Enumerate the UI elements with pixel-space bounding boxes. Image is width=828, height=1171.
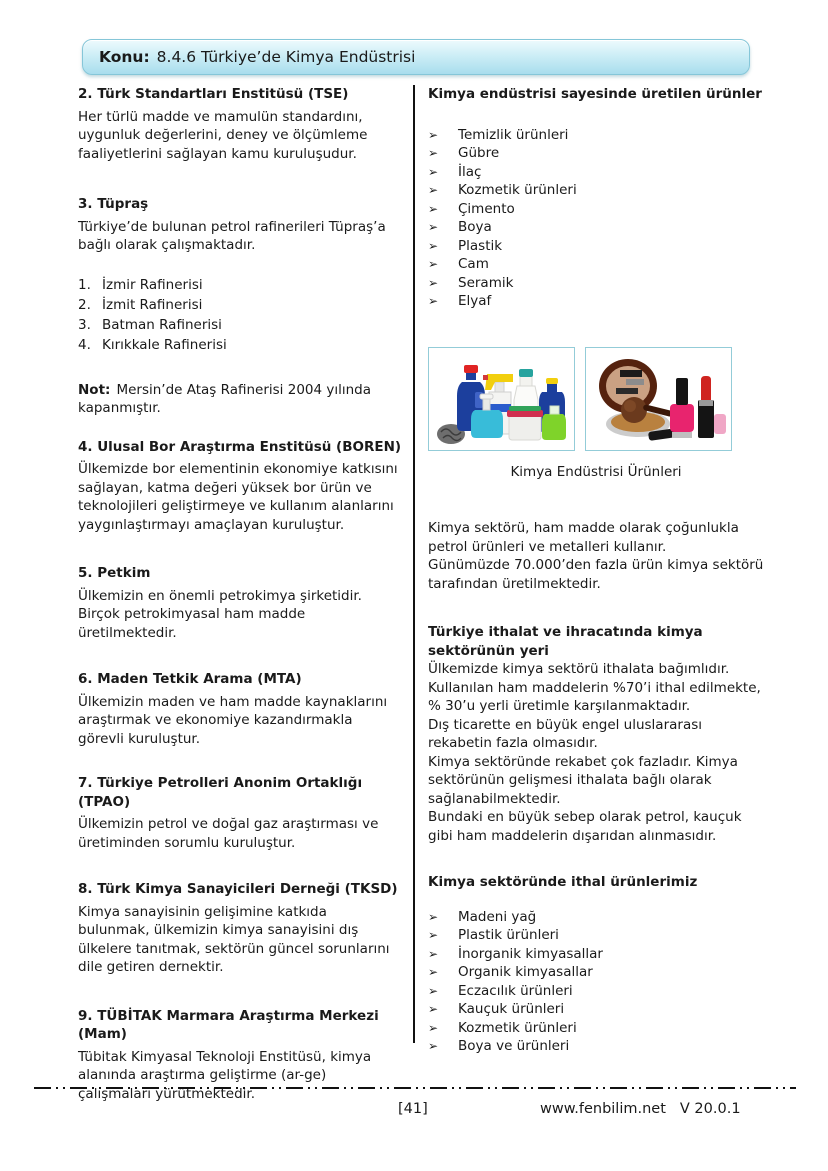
item-text: Kauçuk ürünleri	[458, 1001, 565, 1017]
paragraph: Kimya sektöründe rekabet çok fazladır. Kimya sektörünün gelişmesi ithalata bağlı olarak sağlanabilmektedir.	[428, 753, 738, 807]
item-text: İnorganik kimyasallar	[458, 945, 603, 962]
item-text: İzmit Rafinerisi	[102, 296, 203, 313]
cleaning-products-figure	[428, 347, 575, 451]
paragraph: Kimya sektörü, ham madde olarak çoğunlukla petrol ürünleri ve metalleri kullanır.	[428, 520, 739, 555]
section-boren	[78, 438, 402, 535]
item-text: Boya ve ürünleri	[458, 1038, 570, 1054]
cosmetics-image	[586, 348, 731, 450]
page-number: [41]	[398, 1101, 428, 1117]
arrow-bullet-icon: ➢	[428, 1039, 439, 1053]
section-tse	[78, 85, 402, 163]
list-item	[78, 315, 402, 335]
topic-label: Konu:	[99, 48, 150, 66]
item-text: Seramik	[458, 274, 514, 291]
trade-paragraphs	[428, 660, 764, 845]
topic-banner	[82, 39, 750, 75]
imports-section	[428, 873, 764, 1056]
arrow-bullet-icon: ➢	[428, 127, 439, 142]
note-text: Mersin’de Ataş Rafinerisi 2004 yılında kapanmıştır.	[78, 381, 372, 416]
imports-list	[428, 908, 764, 1056]
item-number: 3.	[78, 316, 91, 333]
paragraph: Dış ticarette en büyük engel uluslararası rekabetin fazla olmasıdır.	[428, 716, 703, 751]
list-item	[78, 335, 402, 355]
list-item	[428, 292, 764, 311]
section-body: Tübitak Kimyasal Teknoloji Enstitüsü, kimya alanında araştırma geliştirme (ar-ge) çalışmaları yürütmektedir.	[78, 1048, 372, 1102]
section-body: Ülkemizin maden ve ham madde kaynaklarını araştırmak ve ekonomiye kazandırmakla görevli kuruluştur.	[78, 693, 388, 747]
item-text: Kozmetik ürünleri	[458, 1019, 577, 1036]
list-item	[428, 945, 764, 964]
imports-heading: Kimya sektöründe ithal ürünlerimiz	[428, 874, 698, 890]
item-text: Boya	[458, 219, 492, 235]
item-text: Eczacılık ürünleri	[458, 982, 573, 999]
section-heading: 8. Türk Kimya Sanayicileri Derneği (TKSD)	[78, 881, 398, 897]
arrow-bullet-icon: ➢	[428, 909, 439, 924]
item-number: 4.	[78, 336, 91, 353]
arrow-bullet-icon: ➢	[428, 238, 439, 253]
item-text: Plastik ürünleri	[458, 927, 559, 943]
cosmetics-figure	[585, 347, 732, 451]
section-body: Kimya sanayisinin gelişimine katkıda bulunmak, ülkemizin kimya sanayisini dış ülkelere tanıtmak, sektörün güncel sorunlarını dile getiren dernektir.	[78, 903, 390, 975]
item-text: Gübre	[458, 145, 500, 161]
paragraph: Bundaki en büyük sebep olarak petrol, kauçuk gibi ham maddelerin dışarıdan alınmasıdır.	[428, 809, 742, 844]
section-body: Türkiye’de bulunan petrol rafinerileri Tüpraş’a bağlı olarak çalışmaktadır.	[78, 218, 386, 253]
arrow-bullet-icon: ➢	[428, 928, 439, 942]
item-text: Madeni yağ	[458, 908, 537, 925]
item-text: Çimento	[458, 200, 515, 217]
list-item	[428, 1019, 764, 1038]
list-item	[428, 237, 764, 256]
item-text: Elyaf	[458, 293, 492, 309]
arrow-bullet-icon: ➢	[428, 183, 439, 197]
section-heading: 5. Petkim	[78, 565, 151, 581]
list-item	[428, 144, 764, 163]
arrow-bullet-icon: ➢	[428, 164, 439, 179]
list-item	[428, 200, 764, 219]
website-text: www.fenbilim.net	[540, 1101, 666, 1117]
item-text: Temizlik ürünleri	[458, 126, 569, 143]
arrow-bullet-icon: ➢	[428, 983, 439, 998]
footer-site-text	[540, 1101, 741, 1117]
section-heading: 2. Türk Standartları Enstitüsü (TSE)	[78, 86, 349, 102]
section-heading: 9. TÜBİTAK Marmara Araştırma Merkezi (Mam)	[78, 1007, 379, 1042]
figure-row	[428, 347, 764, 451]
arrow-bullet-icon: ➢	[428, 965, 439, 979]
list-item	[78, 275, 402, 295]
section-tpao	[78, 774, 402, 852]
intro-paragraphs	[428, 519, 764, 593]
list-item	[428, 126, 764, 145]
list-item	[428, 908, 764, 927]
paragraph: Ülkemizde kimya sektörü ithalata bağımlıdır.	[428, 661, 730, 677]
list-item	[428, 181, 764, 200]
page-title: 8.4.6 Türkiye’de Kimya Endüstrisi	[156, 48, 416, 66]
section-petkim	[78, 564, 402, 642]
section-mta	[78, 670, 402, 748]
list-item	[428, 255, 764, 274]
arrow-bullet-icon: ➢	[428, 201, 439, 216]
arrow-bullet-icon: ➢	[428, 946, 439, 961]
list-item	[428, 1000, 764, 1019]
item-text: Kırıkkale Rafinerisi	[102, 336, 227, 353]
section-body: Ülkemizin petrol ve doğal gaz araştırması ve üretiminden sorumlu kuruluştur.	[78, 816, 379, 851]
arrow-bullet-icon: ➢	[428, 275, 439, 290]
trade-section-heading: Türkiye ithalat ve ihracatında kimya sektörünün yeri	[428, 624, 703, 659]
list-item	[78, 295, 402, 315]
produced-products-heading: Kimya endüstrisi sayesinde üretilen ürünler	[428, 86, 762, 102]
item-text: Batman Rafinerisi	[102, 316, 222, 333]
item-text: Plastik	[458, 237, 503, 254]
list-item	[428, 1037, 764, 1056]
section-heading: 7. Türkiye Petrolleri Anonim Ortaklığı (TPAO)	[78, 775, 363, 810]
list-item	[428, 218, 764, 237]
note-paragraph	[78, 381, 402, 418]
item-number: 2.	[78, 296, 91, 313]
version-text: V 20.0.1	[679, 1101, 741, 1117]
list-item	[428, 163, 764, 182]
arrow-bullet-icon: ➢	[428, 220, 439, 234]
item-text: İlaç	[458, 163, 482, 180]
section-tksd	[78, 880, 402, 977]
section-heading: 6. Maden Tetkik Arama (MTA)	[78, 671, 302, 687]
section-heading: 4. Ulusal Bor Araştırma Enstitüsü (BOREN)	[78, 438, 402, 455]
paragraph: Kullanılan ham maddelerin %70’i ithal edilmekte, % 30’u yerli üretimle karşılanmaktadır.	[428, 679, 761, 714]
arrow-bullet-icon: ➢	[428, 294, 439, 308]
item-text: Organik kimyasallar	[458, 964, 593, 980]
item-text: İzmir Rafinerisi	[102, 276, 203, 293]
item-text: Kozmetik ürünleri	[458, 182, 577, 198]
list-item	[428, 982, 764, 1001]
arrow-bullet-icon: ➢	[428, 257, 439, 271]
list-item	[428, 963, 764, 982]
left-column	[78, 85, 402, 1103]
right-column	[428, 85, 764, 1056]
produced-products-list	[428, 126, 764, 311]
section-body: Her türlü madde ve mamulün standardını, uygunluk değerlerini, deney ve ölçümleme faaliyetlerini sağlayan kamu kuruluşudur.	[78, 108, 368, 162]
paragraph: Günümüzde 70.000’den fazla ürün kimya sektörü tarafından üretilmektedir.	[428, 557, 764, 592]
arrow-bullet-icon: ➢	[428, 1020, 439, 1035]
item-text: Cam	[458, 256, 489, 272]
refinery-list	[78, 275, 402, 355]
section-body: Ülkemizde bor elementinin ekonomiye katkısını sağlayan, katma değeri yüksek bor ürün ve teknolojileri geliştirmeye ve kullanım alanlarını yaygınlaştırmayı amaçlayan kuruluştur.	[78, 461, 398, 533]
footer-divider	[34, 1086, 796, 1090]
item-number: 1.	[78, 276, 91, 293]
column-divider	[413, 85, 415, 1043]
note-label: Not:	[78, 381, 111, 398]
section-body: Ülkemizin en önemli petrokimya şirketidir. Birçok petrokimyasal ham madde üretilmektedir.	[78, 587, 362, 641]
section-heading: 3. Tüpraş	[78, 196, 149, 212]
list-item	[428, 274, 764, 293]
arrow-bullet-icon: ➢	[428, 1002, 439, 1016]
arrow-bullet-icon: ➢	[428, 146, 439, 160]
figure-caption: Kimya Endüstrisi Ürünleri	[510, 463, 682, 480]
list-item	[428, 926, 764, 945]
section-tupras	[78, 195, 402, 255]
cleaning-products-image	[429, 348, 574, 450]
